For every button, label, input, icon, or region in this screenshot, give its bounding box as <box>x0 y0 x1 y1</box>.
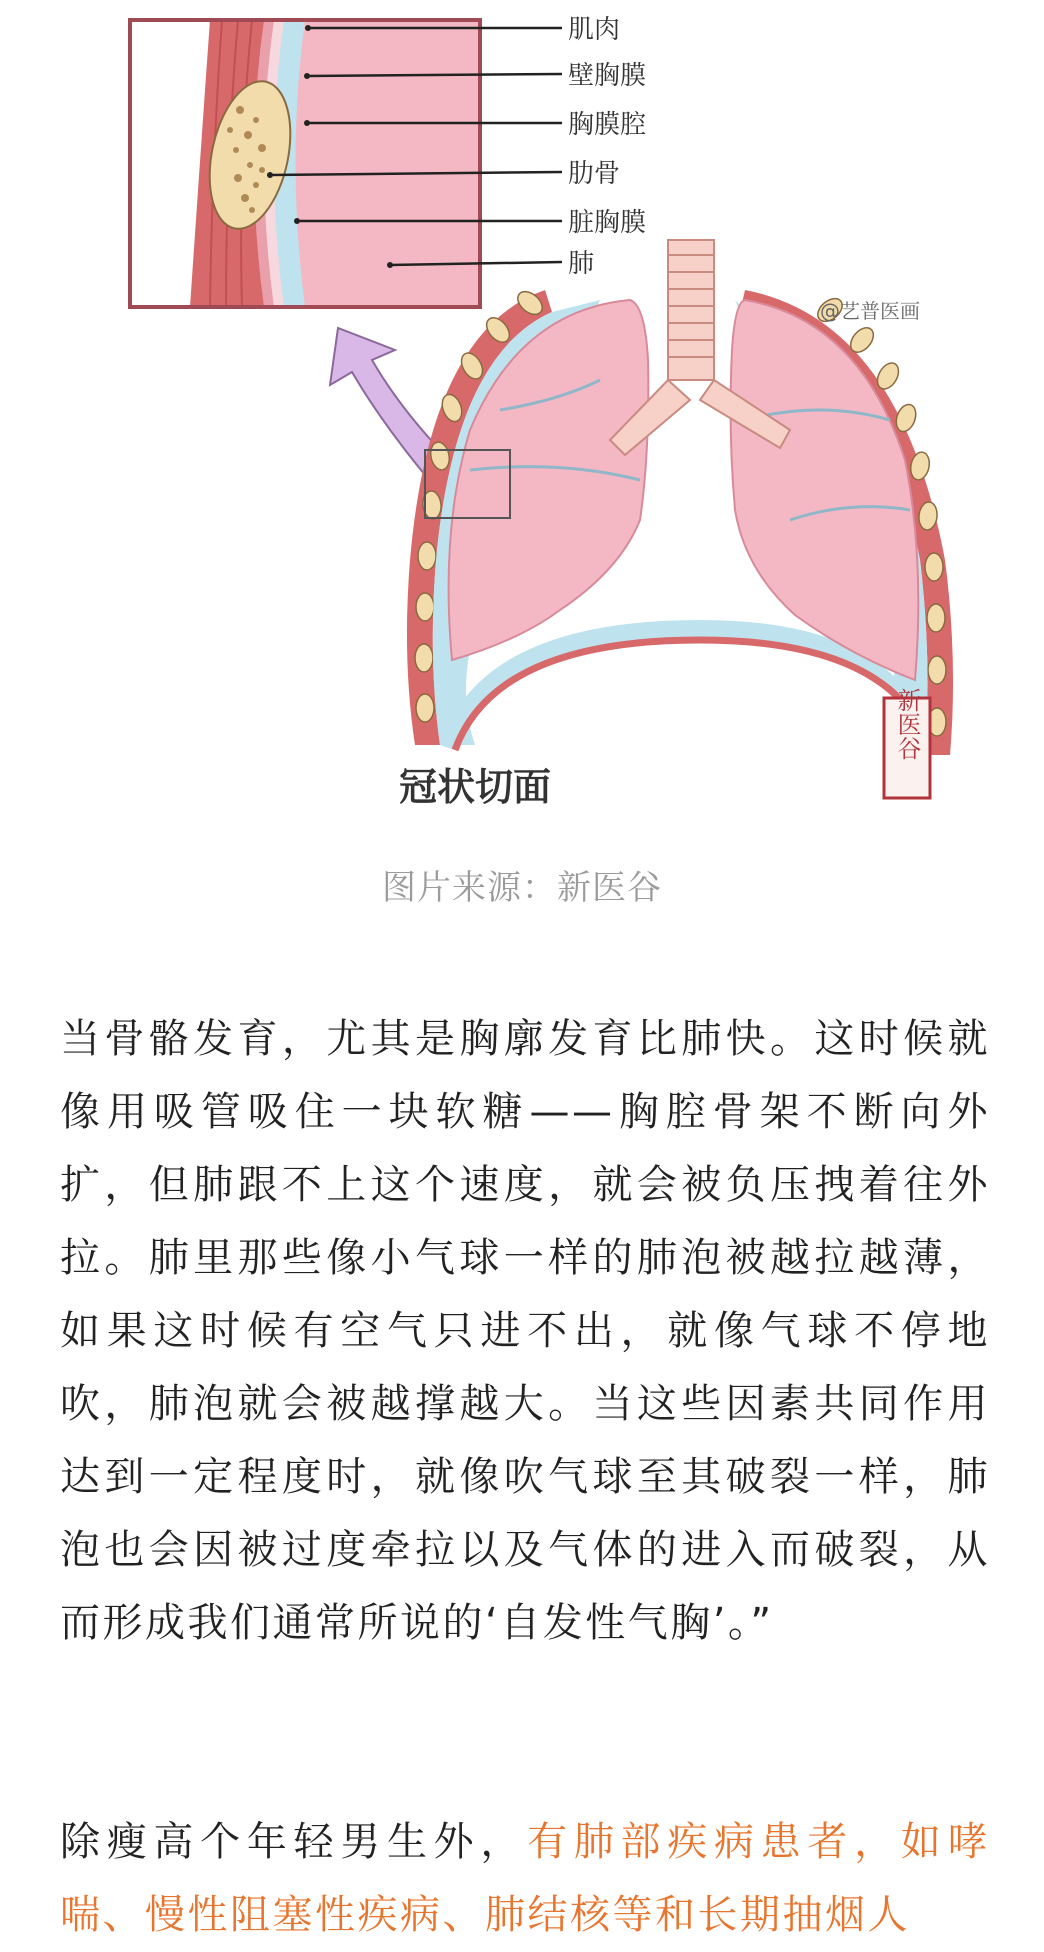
svg-text:新医谷: 新医谷 <box>893 688 921 760</box>
label-parietal-pleura: 壁胸膜 <box>568 61 647 91</box>
seal-stamp <box>884 688 930 798</box>
label-muscle: 肌肉 <box>568 15 621 45</box>
article-paragraph-1: 当骨骼发育，尤其是胸廓发育比肺快。这时候就像用吸管吸住一块软糖——胸腔骨架不断向外扩，但肺跟不上这个速度，就会被负压拽着往外拉。肺里那些像小气球一样的肺泡被越拉越薄，如果这时候有空气只进不出，就像气球不停地吹，肺泡就会被越撑越大。当这些因素共同作用达到一定程度时，就像吹气球至其破裂一样，肺泡也会因被过度牵拉以及气体的进入而破裂，从而形成我们通常所说的‘自发性气胸’。” <box>60 1016 990 1646</box>
view-title: 冠状切面 <box>398 764 552 809</box>
label-visceral-pleura: 脏胸膜 <box>568 208 647 238</box>
label-pleural-cavity: 胸膜腔 <box>568 110 647 140</box>
watermark-text: @艺普医画 <box>820 299 920 323</box>
lung-anatomy-illustration <box>0 0 1044 820</box>
article-paragraph-2-container <box>60 1806 990 1952</box>
paragraph-2-highlight-text: 有肺部疾病患者，如哮喘、慢性阻塞性疾病、肺结核等和长期抽烟人 <box>60 1819 991 1938</box>
zoom-arrow-icon <box>330 328 440 475</box>
article-paragraph-1-container <box>60 1003 990 1660</box>
label-lung: 肺 <box>568 249 595 279</box>
article-paragraph-2 <box>60 1806 990 1952</box>
paragraph-2-normal-text: 除瘦高个年轻男生外， <box>60 1819 528 1865</box>
image-caption: 图片来源：新医谷 <box>382 868 662 908</box>
label-rib: 肋骨 <box>568 159 621 189</box>
